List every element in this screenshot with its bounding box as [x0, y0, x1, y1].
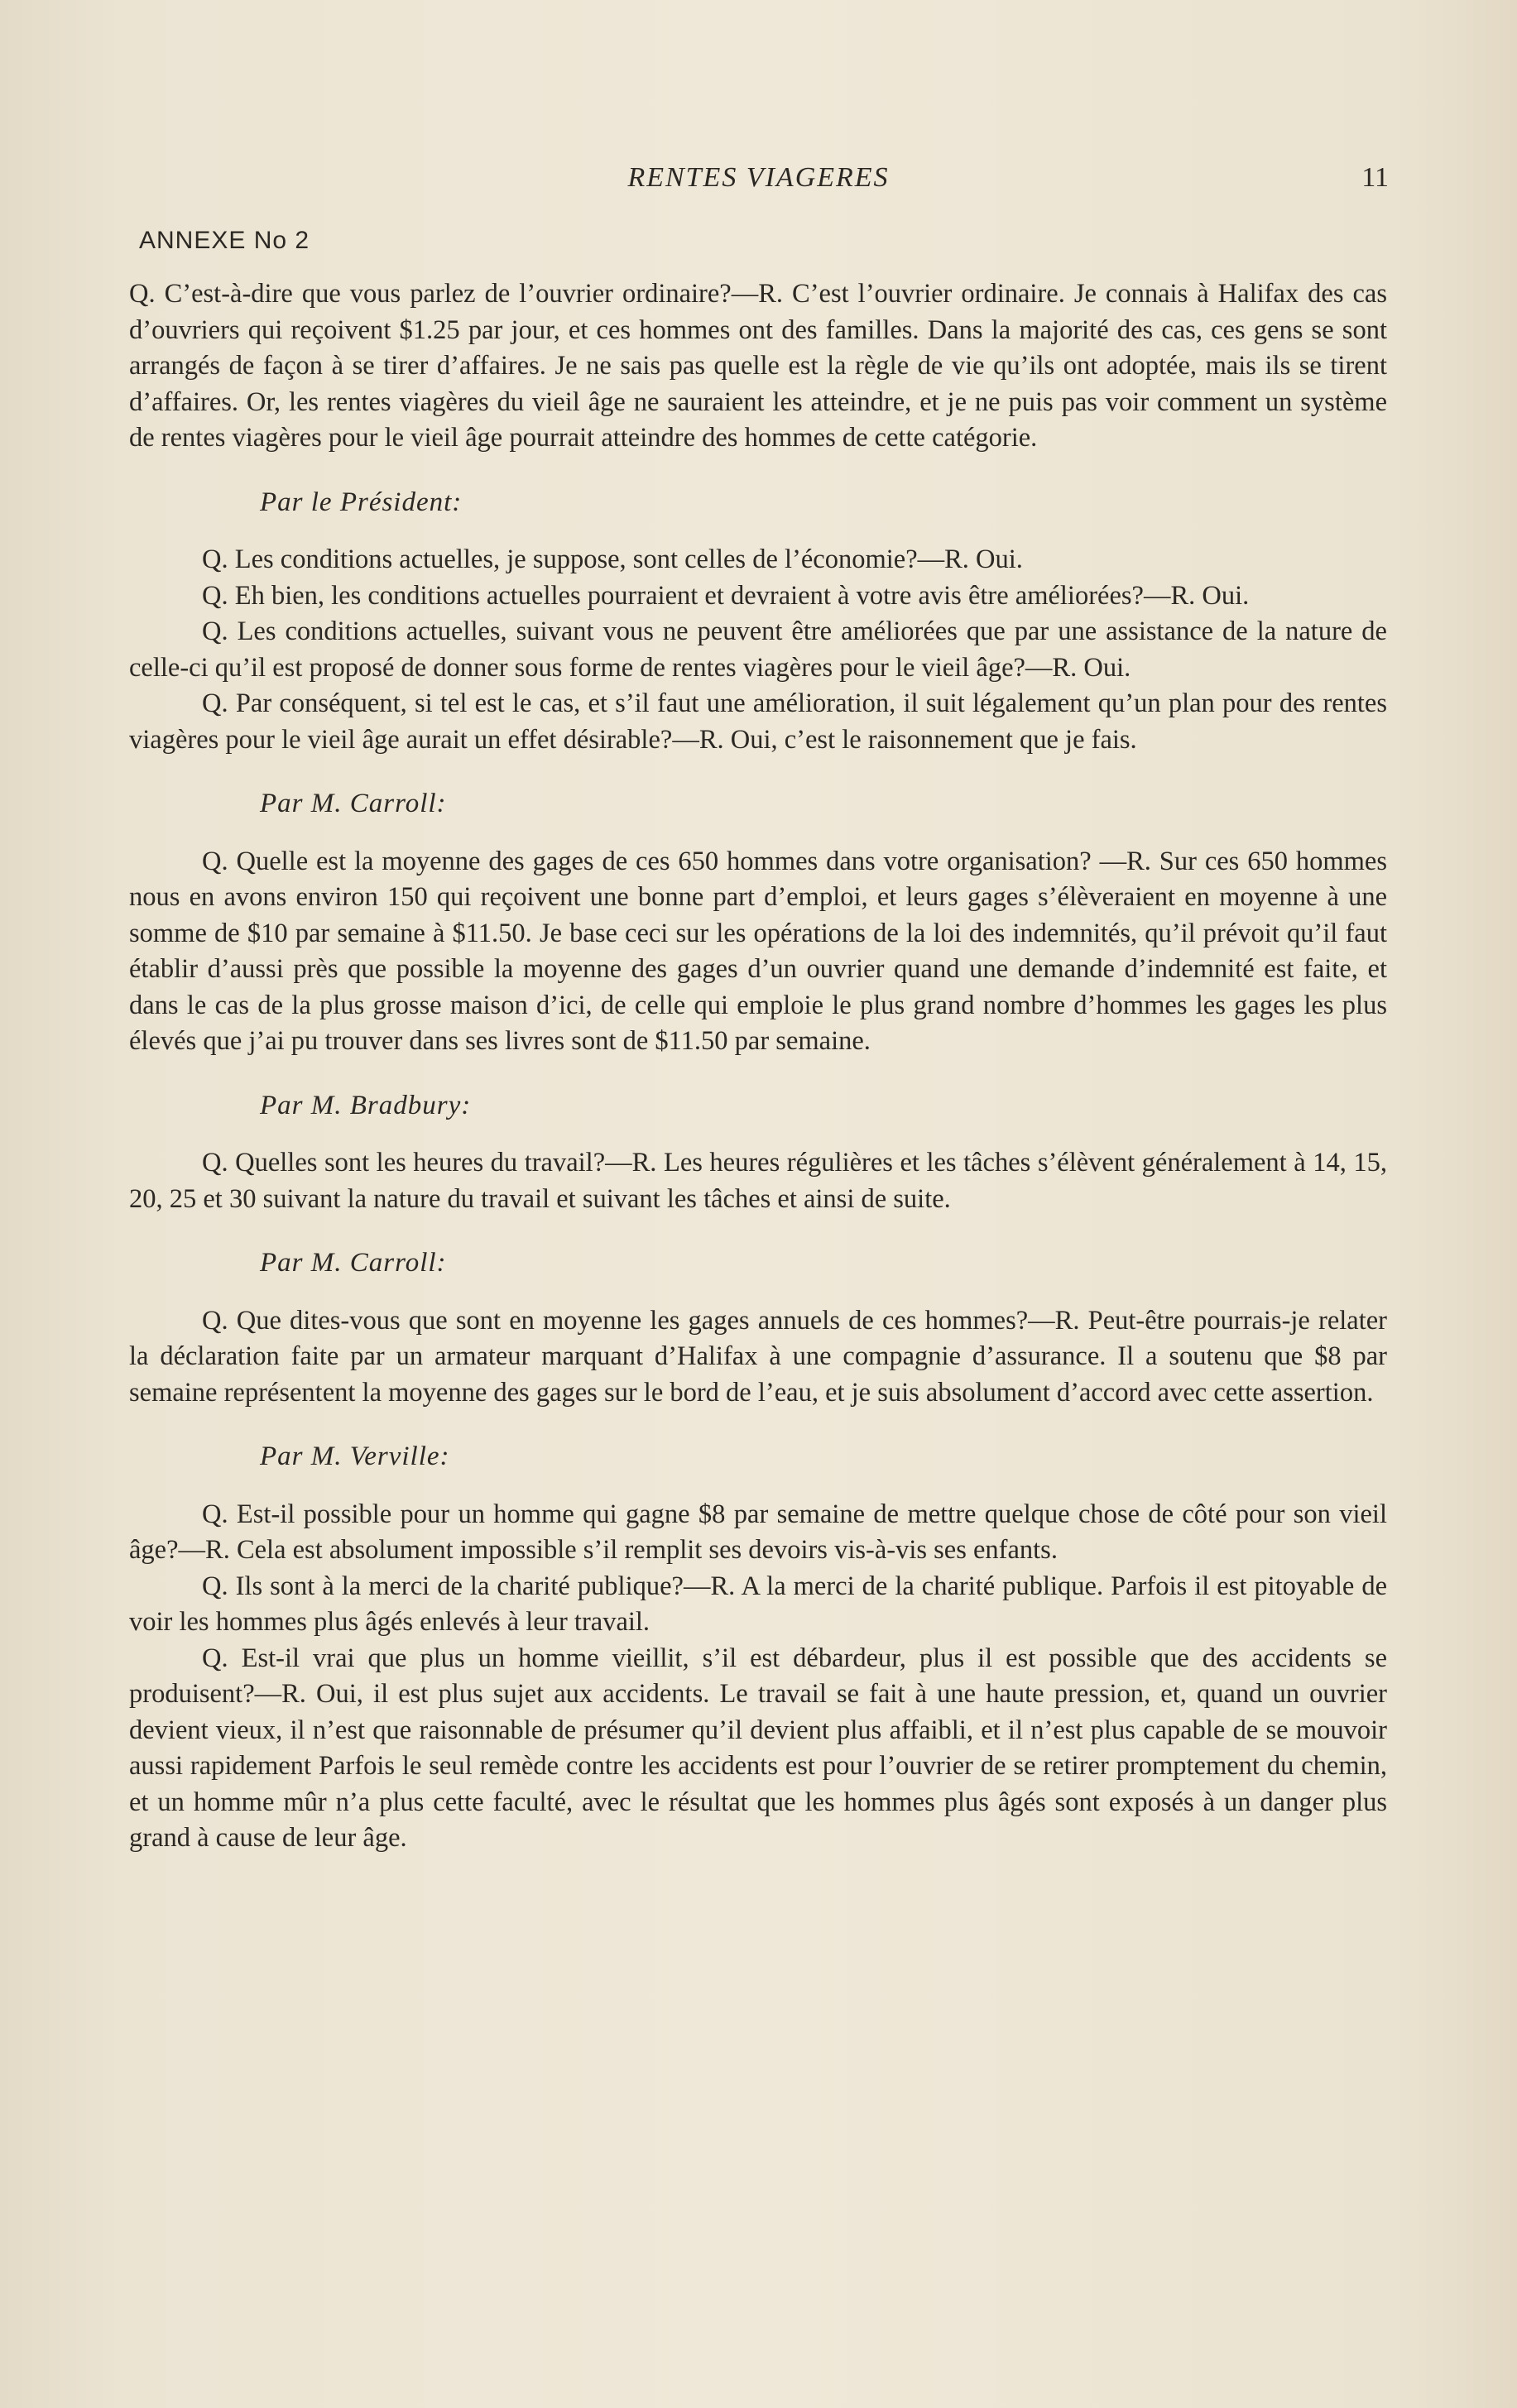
speaker-heading-carroll: Par M. Carroll: [260, 789, 447, 818]
speaker-heading-carroll-2: Par M. Carroll: [260, 1248, 447, 1278]
paragraph-6: Q. Quelle est la moyenne des gages de ces 650 hommes dans votre organisation? —R. Sur ces 650 hommes nous en avons environ 150 qui reçoivent une bonne part d’emploi, et leurs gages s’élèveraient en moyenne à une somme de $10 par semaine à $11.50. Je base ceci sur les opérations de la loi des indemnités, qu’il prévoit qu’il faut établir d’aussi près que possible la moyenne des gages d’un ouvrier quand une demande d’indemnité est faite, et dans le cas de la plus grosse maison d’ici, de celle qui emploie le plus grand nombre d’hommes les gages les plus élevés que j’ai pu trouver dans ses livres sont de $11.50 par semaine. [129, 846, 1387, 1056]
paragraph-4: Q. Les conditions actuelles, suivant vous ne peuvent être améliorées que par une assistance de la nature de celle-ci qu’il est proposé de donner sous forme de rentes viagères pour le vieil âge?—R. Oui. [129, 616, 1387, 683]
paragraph-8: Q. Que dites-vous que sont en moyenne les gages annuels de ces hommes?—R. Peut-être pourrais-je relater la déclaration faite par un armateur marquant d’Halifax à une compagnie d’assurance. Il a soutenu que $8 par semaine représentent la moyenne des gages sur le bord de l’eau, et je suis absolument d’accord avec cette assertion. [129, 1305, 1387, 1408]
paragraph-3: Q. Eh bien, les conditions actuelles pourraient et devraient à votre avis être améliorées?—R. Oui. [202, 580, 1250, 611]
paragraph-11: Q. Est-il vrai que plus un homme vieillit, s’il est débardeur, plus il est possible que des accidents se produisent?—R. Oui, il est plus sujet aux accidents. Le travail se fait à une haute pression, et, quand un ouvrier devient vieux, il n’est que raisonnable de présumer qu’il devient plus affaibli, et il n’est plus capable de se mouvoir aussi rapidement Parfois le seul remède contre les accidents est pour l’ouvrier de se retirer promptement du chemin, et un homme mûr n’a plus cette faculté, avec le résultat que les hommes plus âgés sont exposés à un danger plus grand à cause de leur âge. [129, 1643, 1387, 1853]
annex-label: ANNEXE No 2 [139, 227, 310, 254]
running-header-title: RENTES VIAGERES [627, 162, 890, 193]
paragraph-2: Q. Les conditions actuelles, je suppose, sont celles de l’économie?—R. Oui. [202, 544, 1023, 574]
paragraph-10: Q. Ils sont à la merci de la charité publique?—R. A la merci de la charité publique. Parfois il est pitoyable de voir les hommes plus âgés enlevés à leur travail. [129, 1571, 1387, 1637]
speaker-heading-verville: Par M. Verville: [260, 1441, 450, 1471]
paragraph-7: Q. Quelles sont les heures du travail?—R. Les heures régulières et les tâches s’élèvent généralement à 14, 15, 20, 25 et 30 suivant la nature du travail et suivant les tâches et ainsi de suite. [129, 1148, 1387, 1214]
page-number: 11 [1361, 162, 1389, 193]
document-body [129, 276, 1387, 1857]
speaker-heading-president: Par le Président: [260, 487, 463, 517]
paragraph-9: Q. Est-il possible pour un homme qui gagne $8 par semaine de mettre quelque chose de côté pour son vieil âge?—R. Cela est absolument impossible s’il remplit ses devoirs vis-à-vis ses enfants. [129, 1499, 1387, 1565]
paragraph-1: Q. C’est-à-dire que vous parlez de l’ouvrier ordinaire?—R. C’est l’ouvrier ordinaire. Je connais à Halifax des cas d’ouvriers qui reçoivent $1.25 par jour, et ces hommes ont des familles. Dans la majorité des cas, ces gens se sont arrangés de façon à se tirer d’affaires. Je ne sais pas quelle est la règle de vie qu’ils ont adoptée, mais ils se tirent d’affaires. Or, les rentes viagères du vieil âge ne sauraient les atteindre, et je ne puis pas voir comment un système de rentes viagères pour le vieil âge pourrait atteindre des hommes de cette catégorie. [129, 279, 1387, 453]
paragraph-5: Q. Par conséquent, si tel est le cas, et s’il faut une amélioration, il suit légalement qu’un plan pour des rentes viagères pour le vieil âge aurait un effet désirable?—R. Oui, c’est le raisonnement que je fais. [129, 688, 1387, 755]
speaker-heading-bradbury: Par M. Bradbury: [260, 1090, 472, 1120]
